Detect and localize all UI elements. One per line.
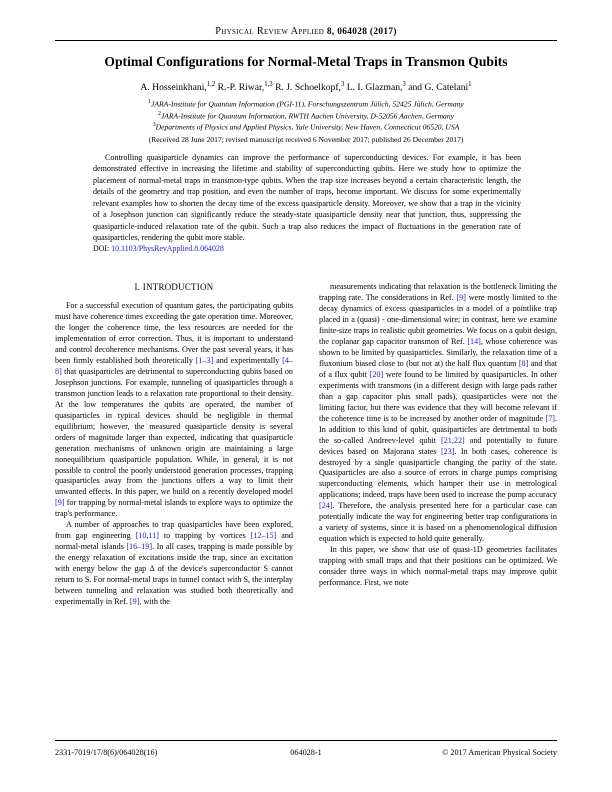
- abstract: Controlling quasiparticle dynamics can improve the performance of superconducting devices. For example, it has been demonstrated effective in increasing the lifetime and stability of superconducting qubits. Here we study how to optimize the placement of normal-metal traps in transmon-type qubits. When the trap size increases beyond a certain characteristic length, the details of the geometry and trap position, and even the number of traps, become important. We discuss for some experimentally relevant examples how to shorten the decay time of the excess quasiparticle density. Moreover, we show that a trap in the vicinity of a Josephson junction can significantly reduce the steady-state quasiparticle density near that junction, thus, suppressing the quasiparticle-induced relaxation rate of the qubit. Such a trap also reduces the impact of fluctuations in the generation rate of quasiparticles, rendering the qubit more stable.: [93, 153, 521, 243]
- column-left: [55, 282, 293, 608]
- citation-link[interactable]: [9]: [55, 498, 65, 508]
- footer-divider: [55, 740, 557, 741]
- affiliation-3: $^3$Departments of Physics and Applied Physics, Yale University, New Haven, Connecticut 06520, USA: [152, 122, 460, 132]
- affiliation-2: $^2$JARA-Institute for Quantum Information, RWTH Aachen University, D-52056 Aachen, Germany: [157, 110, 455, 121]
- paragraph: A number of approaches to trap quasiparticles have been explored, from gap engineering [10,11] to trapping by vortices [12–15] and normal-metal islands [16–19]. In all cases, trapping is made possible by the energy relaxation of excitations inside the trap, since an excitation with energy below the gap Δ of the device's superconductor S cannot return to S. For normal-metal traps in tunnel contact with S, the interplay between tunneling and relaxation was studied both theoretically and experimentally in Ref. [9], with the: [55, 520, 293, 607]
- citation-link[interactable]: [24]: [319, 501, 333, 511]
- citation-link[interactable]: [1–3]: [195, 355, 214, 365]
- citation-link[interactable]: [8]: [518, 358, 529, 368]
- section-title-introduction: I. INTRODUCTION: [134, 282, 214, 292]
- paragraph: measurements indicating that relaxation is the bottleneck limiting the trapping rate. The considerations in Ref. [9] were mostly limited to the decay dynamics of excess quasiparticles in a model of a pointlike trap placed in a (quasi) - one-dimensional wire; in contrast, here we examine finite-size traps in realistic qubit geometries. We focus on a qubit design, the coplanar gap capacitor transmon of Ref. [14], whose coherence was shown to be limited by quasiparticles. Similarly, the relaxation time of a fluxonium biased close to (but not at) the half flux quantum [8] and that of a flux qubit [20] were found to be limited by quasiparticles. In other experiments with transmons (in a different design with large pads rather than a gap capacitor plus small pads), quasiparticles were not the limiting factor, but there was evidence that they will become relevant if the coherence time is to be increased by another order of magnitude [7]. In addition to this kind of qubit, quasiparticles are detrimental to both the so-called Andreev-level qubit [21,22] and potentially to future devices based on Majorana states [23]. In both cases, coherence is destroyed by a single quasiparticle changing the parity of the state. Quasiparticles are also a source of errors in charge pumps comprising superconducting elements, which hamper their use in metrological applications; indeed, traps have been used to increase the pump accuracy [24]. Therefore, the analysis presented here for a particular case can potentially indicate the way for engineering better trap configurations in a variety of systems, since it is based on a phenomenological diffusion equation which is expected to hold quite generally.: [319, 282, 558, 544]
- header-divider: [55, 40, 557, 41]
- citation-link[interactable]: [16–19]: [126, 542, 153, 552]
- doi-link[interactable]: 10.1103/PhysRevApplied.8.064028: [111, 244, 224, 253]
- citation-link[interactable]: [12–15]: [250, 531, 277, 541]
- body-columns: [55, 282, 557, 722]
- citation-link[interactable]: [23]: [440, 446, 455, 456]
- citation-link[interactable]: [7]: [545, 413, 555, 423]
- author-list: A. Hosseinkhani,$^{1,2}$ R.-P. Riwar,$^{1,3}$ R. J. Schoelkopf,$^3$ L. I. Glazman,$^3$ and G. Catelani$^1$: [140, 81, 472, 94]
- citation-link[interactable]: [4–8]: [55, 355, 293, 376]
- paragraph: In this paper, we show that use of quasi-1D geometries facilitates trapping with small traps and that their positions can be optimized. We consider three ways in which normal-metal traps may improve qubit performance. First, we note: [319, 545, 557, 588]
- page-title: Optimal Configurations for Normal-Metal Traps in Transmon Qubits: [104, 54, 508, 69]
- journal-volume-issue: 8, 064028 (2017): [326, 27, 397, 37]
- journal-header: [55, 26, 557, 37]
- column-right: [319, 282, 557, 589]
- affiliation-list: [42, 98, 570, 145]
- copyright-line: © 2017 American Physical Society: [442, 748, 557, 757]
- citation-link[interactable]: [21,22]: [441, 435, 465, 445]
- doi-label: DOI:: [93, 244, 110, 253]
- citation-link[interactable]: [14]: [467, 336, 481, 346]
- affiliation-1: $^1$JARA-Institute for Quantum Information (PGI-11), Forschungszentrum Jülich, 52425 Jülich, Germany: [148, 99, 464, 109]
- issn-line: 2331-7019/17/8(6)/064028(16): [55, 748, 158, 757]
- dateline: (Received 28 June 2017; revised manuscript received 6 November 2017; published 26 December 2017): [148, 135, 464, 145]
- citation-link[interactable]: [9]: [456, 292, 466, 302]
- citation-link[interactable]: [20]: [369, 369, 384, 379]
- page-number: 064028-1: [290, 748, 322, 757]
- journal-name: Physical Review Applied: [215, 26, 325, 37]
- citation-link[interactable]: [10,11]: [135, 531, 159, 541]
- citation-link[interactable]: [9]: [129, 597, 140, 607]
- doi: [93, 244, 224, 253]
- paragraph: For a successful execution of quantum gates, the participating qubits must have coherence times exceeding the gate operation time. Moreover, the longer the coherence time, the less resources are needed for the implementation of error correction. Thus, it is important to understand and control decoherence mechanisms. Over the past several years, it has been firmly established both theoretically [1–3] and experimentally [4–8] that quasiparticles are detrimental to superconducting qubits based on Josephson junctions. For example, tunneling of quasiparticles through a transmon junction leads to a relaxation rate proportional to their density. At the low temperatures the qubits are operated, the number of quasiparticles in typical devices should be negligible in thermal equilibrium; however, the measured quasiparticle density is several orders of magnitude larger than expected, indicating that quasiparticle generation mechanisms of unknown origin are maintaining a large nonequilibrium quasiparticle population. While, in general, it is not possible to control the poorly understood generation processes, trapping quasiparticles away from the junctions offers a way to limit their unwanted effects. In this paper, we build on a recently developed model [9] for trapping by normal-metal islands to explore ways to optimize the trap's performance.: [55, 300, 293, 519]
